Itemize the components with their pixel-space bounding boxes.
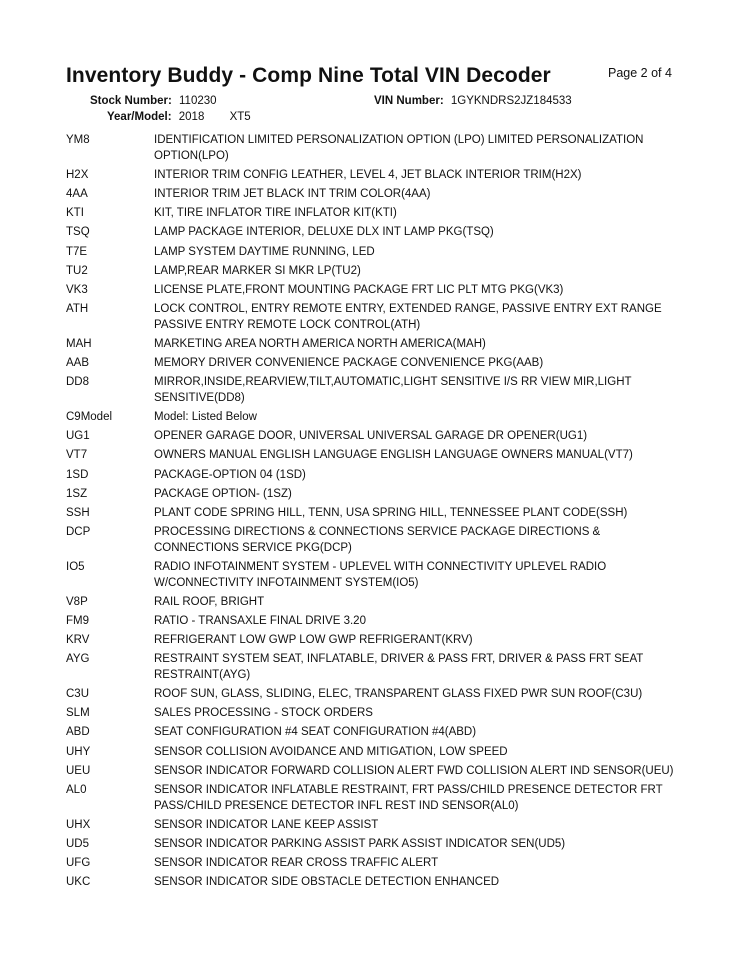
option-description: SENSOR COLLISION AVOIDANCE AND MITIGATION, LOW SPEED	[154, 745, 508, 758]
option-row	[66, 187, 676, 203]
option-description: SENSOR INDICATOR PARKING ASSIST PARK ASSIST INDICATOR SEN(UD5)	[154, 837, 566, 850]
option-code: UG1	[66, 430, 90, 443]
vin-number-field	[374, 95, 572, 107]
option-row	[66, 487, 676, 503]
page-number: Page 2 of 4	[608, 66, 672, 80]
option-code: UD5	[66, 837, 90, 850]
option-code: SLM	[66, 707, 90, 720]
option-description: PACKAGE-OPTION 04 (1SD)	[154, 468, 306, 481]
option-row	[66, 706, 676, 722]
option-code: ATH	[66, 303, 89, 316]
option-code: T7E	[66, 245, 88, 258]
vin-number-value: 1GYKNDRS2JZ184533	[450, 95, 572, 107]
option-row	[66, 506, 676, 522]
option-description: LOCK CONTROL, ENTRY REMOTE ENTRY, EXTENDED RANGE, PASSIVE ENTRY EXT RANGE PASSIVE ENTRY REMOTE LOCK CONTROL(ATH)	[154, 303, 662, 331]
option-code: 1SZ	[66, 487, 88, 500]
option-row	[66, 337, 676, 353]
option-row	[66, 652, 676, 683]
option-description: RAIL ROOF, BRIGHT	[154, 595, 265, 608]
option-code: 1SD	[66, 468, 89, 481]
year-value: 2018	[178, 111, 205, 123]
option-code: ABD	[66, 726, 90, 739]
option-row	[66, 818, 676, 834]
option-description: PACKAGE OPTION- (1SZ)	[154, 487, 292, 500]
option-description: OPENER GARAGE DOOR, UNIVERSAL UNIVERSAL GARAGE DR OPENER(UG1)	[154, 430, 588, 443]
option-row	[66, 410, 676, 426]
document-title: Inventory Buddy - Comp Nine Total VIN Decoder	[66, 64, 551, 87]
option-code: V8P	[66, 595, 88, 608]
option-row	[66, 206, 676, 222]
option-description: LAMP SYSTEM DAYTIME RUNNING, LED	[154, 245, 375, 258]
option-description: INTERIOR TRIM JET BLACK INT TRIM COLOR(4AA)	[154, 187, 431, 200]
option-code: KTI	[66, 207, 84, 220]
option-code: TU2	[66, 264, 88, 277]
option-description: MEMORY DRIVER CONVENIENCE PACKAGE CONVENIENCE PKG(AAB)	[154, 357, 544, 370]
option-description: ROOF SUN, GLASS, SLIDING, ELEC, TRANSPARENT GLASS FIXED PWR SUN ROOF(C3U)	[154, 688, 643, 701]
option-row	[66, 356, 676, 372]
option-description: REFRIGERANT LOW GWP LOW GWP REFRIGERANT(KRV)	[154, 634, 473, 647]
option-row	[66, 687, 676, 703]
option-code: SSH	[66, 506, 90, 519]
option-row	[66, 375, 676, 406]
option-row	[66, 302, 676, 333]
option-description: MARKETING AREA NORTH AMERICA NORTH AMERICA(MAH)	[154, 337, 486, 350]
option-row	[66, 448, 676, 464]
option-description: LICENSE PLATE,FRONT MOUNTING PACKAGE FRT LIC PLT MTG PKG(VK3)	[154, 283, 564, 296]
option-row	[66, 633, 676, 649]
option-description: INTERIOR TRIM CONFIG LEATHER, LEVEL 4, JET BLACK INTERIOR TRIM(H2X)	[154, 168, 582, 181]
option-description: MIRROR,INSIDE,REARVIEW,TILT,AUTOMATIC,LIGHT SENSITIVE I/S RR VIEW MIR,LIGHT SENSITIVE(DD8)	[154, 376, 632, 404]
option-row	[66, 168, 676, 184]
option-code: C3U	[66, 688, 90, 701]
option-row	[66, 468, 676, 484]
option-description: RATIO - TRANSAXLE FINAL DRIVE 3.20	[154, 614, 366, 627]
option-row	[66, 264, 676, 280]
option-row	[66, 245, 676, 261]
option-description: LAMP,REAR MARKER SI MKR LP(TU2)	[154, 264, 361, 277]
option-code: VT7	[66, 449, 88, 462]
option-code: UFG	[66, 857, 91, 870]
option-description: SENSOR INDICATOR FORWARD COLLISION ALERT FWD COLLISION ALERT IND SENSOR(UEU)	[154, 764, 674, 777]
option-description: SEAT CONFIGURATION #4 SEAT CONFIGURATION #4(ABD)	[154, 726, 477, 739]
option-code: UEU	[66, 764, 91, 777]
option-row	[66, 764, 676, 780]
option-code: UHY	[66, 745, 91, 758]
option-row	[66, 856, 676, 872]
vin-number-label: VIN Number:	[374, 95, 444, 107]
option-row	[66, 614, 676, 630]
option-description: SENSOR INDICATOR INFLATABLE RESTRAINT, FRT PASS/CHILD PRESENCE DETECTOR FRT PASS/CHILD PRESENCE DETECTOR INFL REST IND SENSOR(AL0)	[154, 784, 663, 812]
option-code-list	[66, 133, 676, 895]
option-description: SENSOR INDICATOR LANE KEEP ASSIST	[154, 818, 379, 831]
option-code: 4AA	[66, 187, 88, 200]
option-description: SENSOR INDICATOR REAR CROSS TRAFFIC ALERT	[154, 857, 439, 870]
option-description: Model: Listed Below	[154, 411, 257, 424]
option-description: KIT, TIRE INFLATOR TIRE INFLATOR KIT(KTI)	[154, 207, 397, 220]
option-code: VK3	[66, 283, 88, 296]
option-code: AL0	[66, 784, 87, 796]
option-row	[66, 283, 676, 299]
option-code: DCP	[66, 526, 91, 539]
year-model-label: Year/Model:	[107, 111, 172, 123]
option-code: YM8	[66, 134, 90, 146]
option-description: PROCESSING DIRECTIONS & CONNECTIONS SERVICE PACKAGE DIRECTIONS & CONNECTIONS SERVICE PKG(DCP)	[154, 526, 601, 554]
option-code: AYG	[66, 653, 90, 666]
option-code: UHX	[66, 818, 91, 831]
option-row	[66, 133, 676, 164]
model-value: XT5	[229, 111, 251, 123]
option-code: KRV	[66, 634, 90, 647]
option-code: H2X	[66, 168, 89, 181]
option-row	[66, 560, 676, 591]
year-model-field	[107, 111, 251, 123]
option-description: RADIO INFOTAINMENT SYSTEM - UPLEVEL WITH CONNECTIVITY UPLEVEL RADIO W/CONNECTIVITY INFOTAINMENT SYSTEM(IO5)	[154, 560, 607, 589]
option-code: AAB	[66, 357, 90, 370]
option-row	[66, 525, 676, 556]
option-row	[66, 725, 676, 741]
option-code: FM9	[66, 614, 89, 627]
stock-number-field	[90, 95, 217, 107]
option-row	[66, 225, 676, 241]
option-description: IDENTIFICATION LIMITED PERSONALIZATION OPTION (LPO) LIMITED PERSONALIZATION OPTION(LPO)	[154, 134, 644, 162]
option-description: SALES PROCESSING - STOCK ORDERS	[154, 707, 373, 720]
option-row	[66, 783, 676, 814]
option-code: TSQ	[66, 226, 90, 239]
option-code: DD8	[66, 376, 90, 389]
option-code: IO5	[66, 560, 85, 573]
option-row	[66, 875, 676, 891]
option-code: MAH	[66, 337, 92, 350]
option-description: OWNERS MANUAL ENGLISH LANGUAGE ENGLISH LANGUAGE OWNERS MANUAL(VT7)	[154, 449, 633, 462]
option-row	[66, 837, 676, 853]
option-row	[66, 429, 676, 445]
stock-number-label: Stock Number:	[90, 95, 172, 107]
option-description: LAMP PACKAGE INTERIOR, DELUXE DLX INT LAMP PKG(TSQ)	[154, 226, 494, 239]
option-description: PLANT CODE SPRING HILL, TENN, USA SPRING HILL, TENNESSEE PLANT CODE(SSH)	[154, 506, 628, 519]
option-description: RESTRAINT SYSTEM SEAT, INFLATABLE, DRIVER & PASS FRT, DRIVER & PASS FRT SEAT RESTRAINT(AYG)	[154, 653, 644, 681]
option-row	[66, 745, 676, 761]
option-code: C9Model	[66, 411, 113, 424]
option-row	[66, 595, 676, 611]
option-code: UKC	[66, 876, 91, 889]
option-description: SENSOR INDICATOR SIDE OBSTACLE DETECTION ENHANCED	[154, 876, 500, 889]
stock-number-value: 110230	[179, 95, 217, 107]
